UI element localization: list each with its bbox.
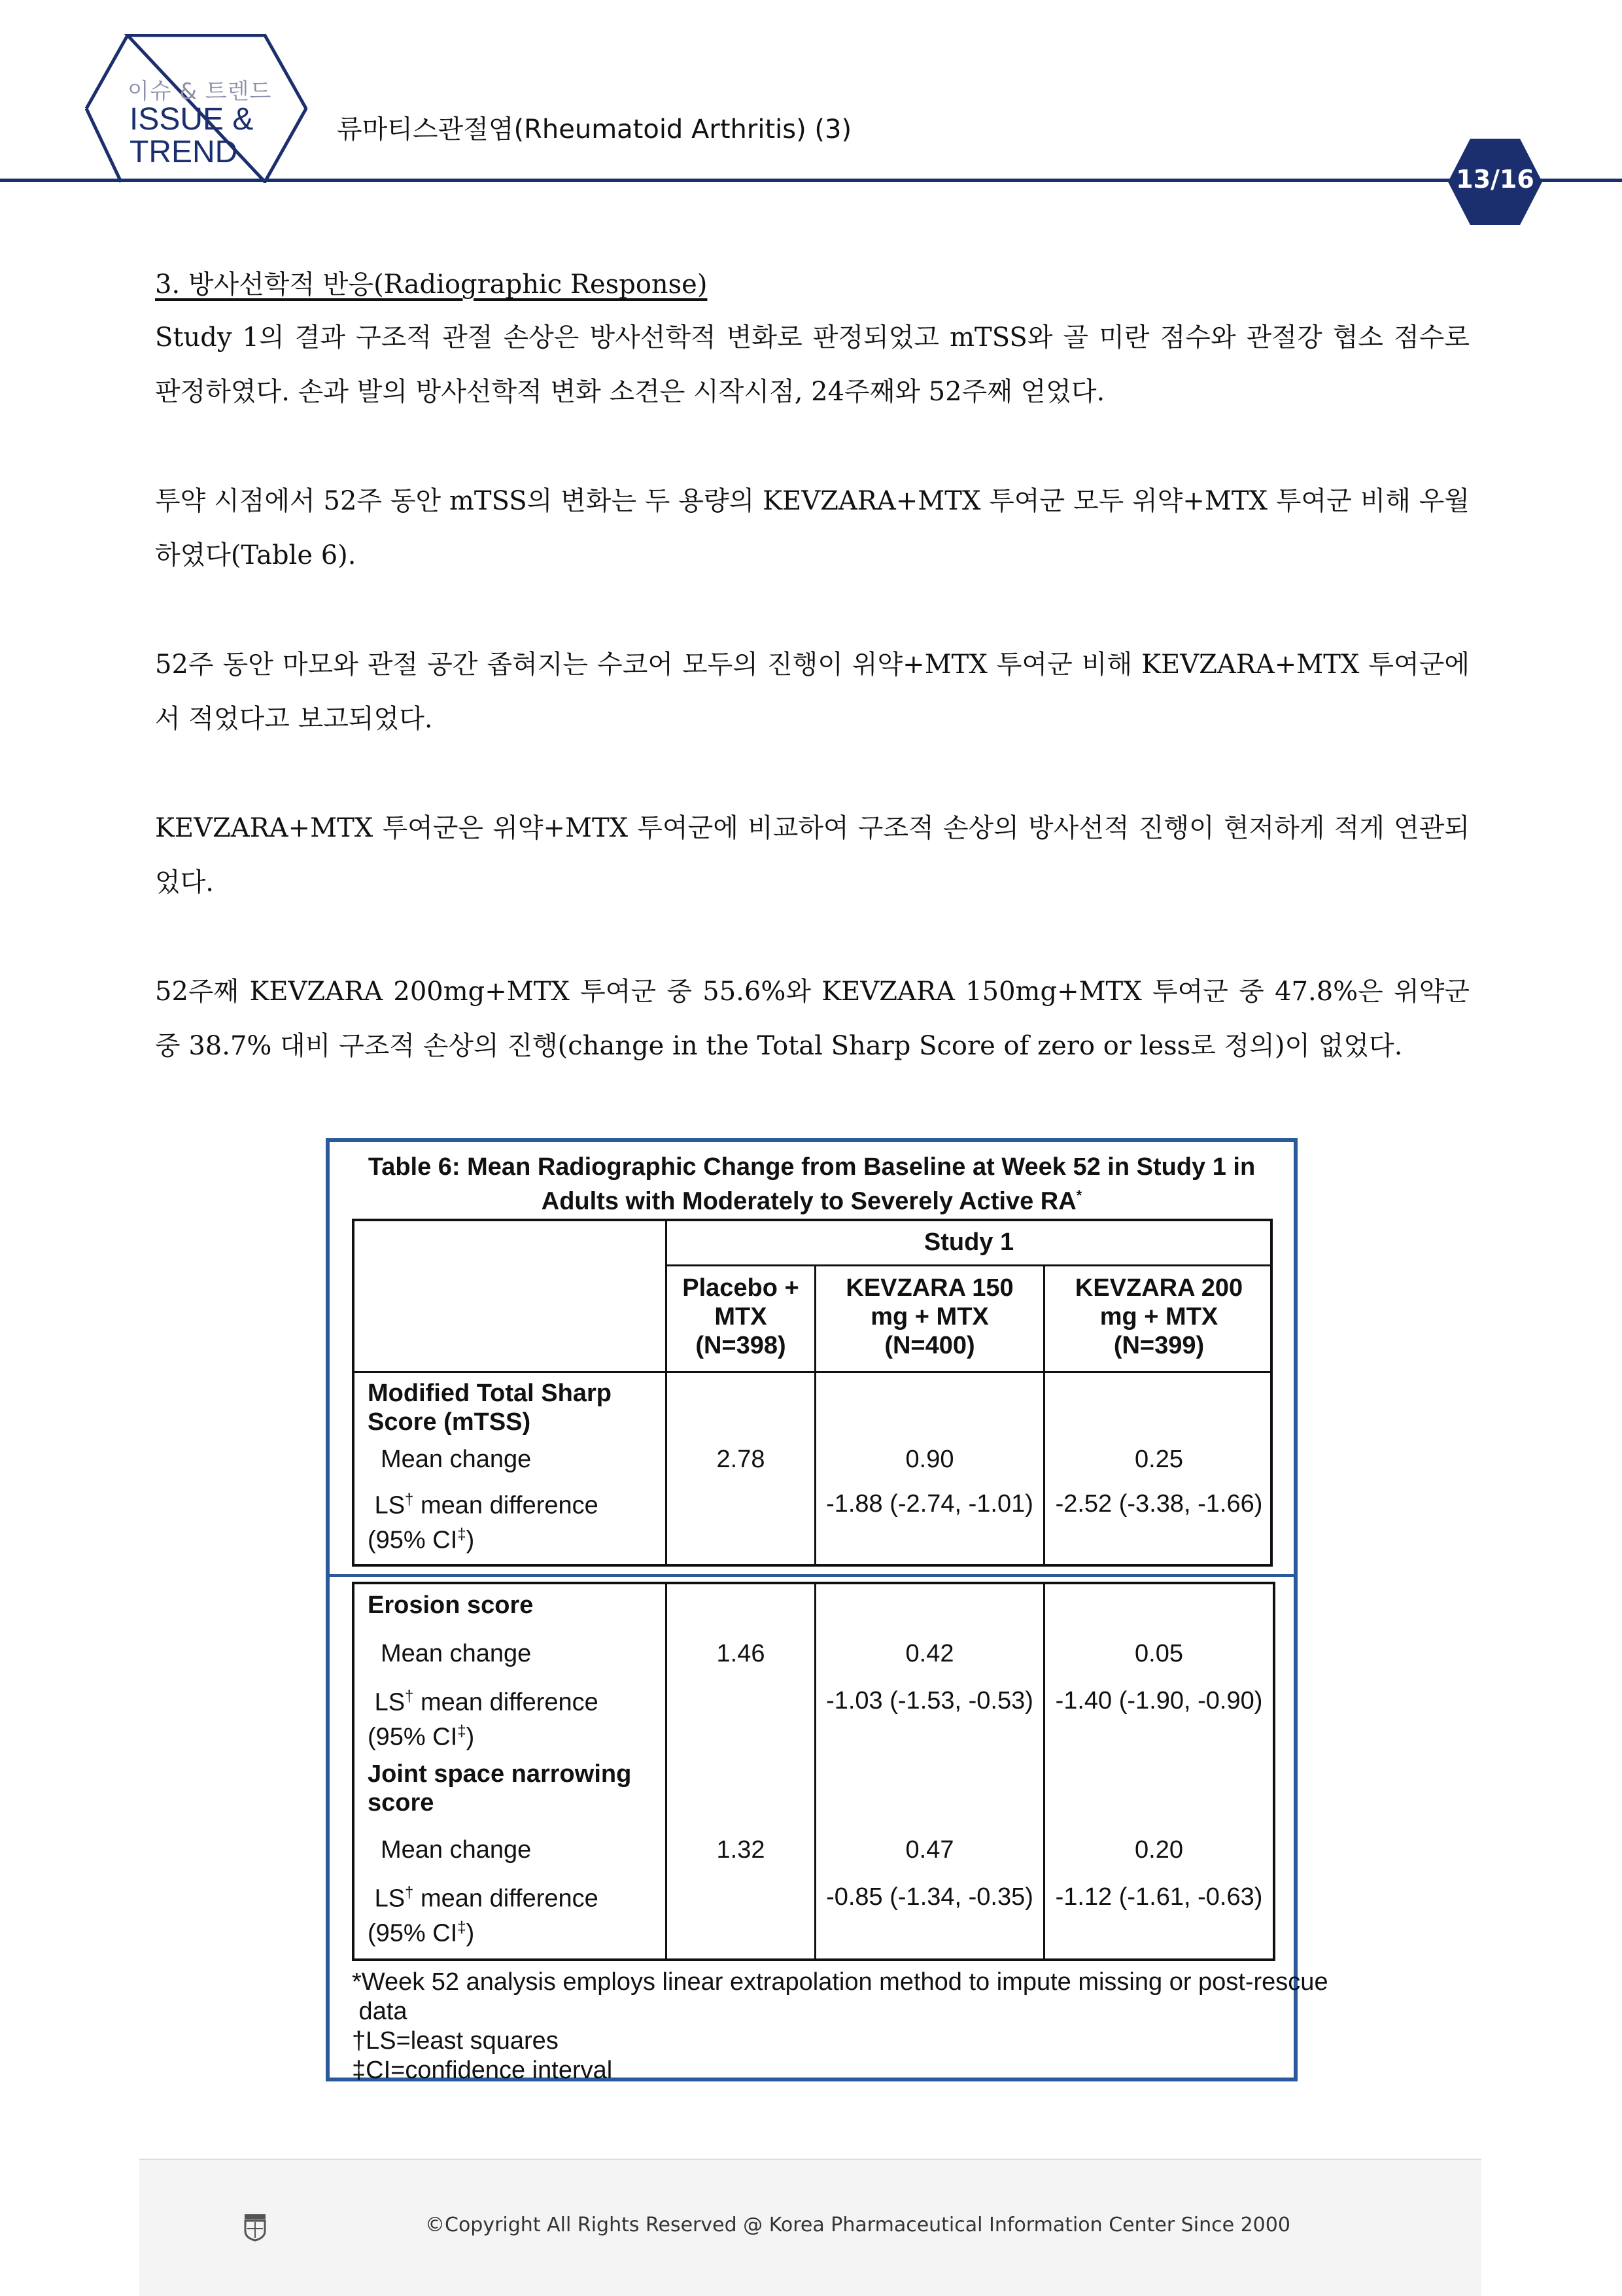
group-title-mtss: Modified Total Sharp Score (mTSS) (368, 1380, 612, 1436)
cell-mtss-ls-200: -2.52 (-3.38, -1.66) (1055, 1490, 1263, 1518)
paragraph-2: 투약 시점에서 52주 동안 mTSS의 변화는 두 용량의 KEVZARA+MTX 투여군 모두 위약+MTX 투여군 비해 우월하였다(Table 6). (155, 486, 1470, 570)
page-number: 13/16 (1456, 165, 1534, 194)
copyright-text: ©Copyright All Rights Reserved @ Korea Pharmaceutical Information Center Since 2000 (425, 2214, 1290, 2236)
paragraph-4: KEVZARA+MTX 투여군은 위약+MTX 투여군에 비교하여 구조적 손상의 방사선적 진행이 현저하게 적게 연관되었다. (155, 813, 1470, 897)
table-separator (330, 1574, 1294, 1577)
cell-erosion-mean-placebo: 1.46 (716, 1640, 765, 1667)
footnote-week52-cont: data (352, 1998, 407, 2025)
section-title: 3. 방사선학적 반응(Radiographic Response) (155, 270, 708, 300)
footnote-ls: †LS=least squares (352, 2027, 559, 2055)
group-title-joint-space: Joint space narrowing score (368, 1760, 632, 1817)
section-body (155, 258, 1470, 1128)
badge-kicker: 이슈 & 트렌드 (128, 78, 272, 105)
kpic-shield-icon (243, 2213, 267, 2242)
badge-title: ISSUE & TREND (129, 102, 254, 169)
row-label-joint-mean: Mean change (381, 1836, 532, 1864)
page-title: 류마티스관절염(Rheumatoid Arthritis) (3) (337, 114, 852, 145)
table-lower (352, 1582, 1275, 1961)
cell-erosion-ls-150: -1.03 (-1.53, -0.53) (826, 1687, 1033, 1714)
row-label-erosion-mean: Mean change (381, 1640, 532, 1667)
cell-mtss-mean-150: 0.90 (905, 1446, 954, 1473)
cell-joint-ls-200: -1.12 (-1.61, -0.63) (1055, 1883, 1263, 1911)
table-caption: Table 6: Mean Radiographic Change from Baseline at Week 52 in Study 1 in Adults with Moderately to Severely Active RA* (368, 1153, 1256, 1215)
cell-joint-mean-placebo: 1.32 (716, 1836, 765, 1864)
row-label-joint-ls: LS† mean difference (95% CI‡) (368, 1884, 598, 1947)
paragraph-3: 52주 동안 마모와 관절 공간 좁혀지는 수코어 모두의 진행이 위약+MTX 투여군 비해 KEVZARA+MTX 투여군에서 적었다고 보고되었다. (155, 650, 1470, 734)
table-6-figure (326, 1138, 1328, 2084)
cell-mtss-ls-150: -1.88 (-2.74, -1.01) (826, 1490, 1033, 1518)
study-header: Study 1 (923, 1228, 1014, 1256)
footnote-week52: *Week 52 analysis employs linear extrapolation method to impute missing or post-rescue (352, 1968, 1328, 1996)
row-label-erosion-ls: LS† mean difference (95% CI‡) (368, 1688, 598, 1751)
paragraph-1: Study 1의 결과 구조적 관절 손상은 방사선학적 변화로 판정되었고 mTSS와 골 미란 점수와 관절강 협소 점수로 판정하였다. 손과 발의 방사선학적 변화 소견은 시작시점, 24주째와 52주째 얻었다. (155, 322, 1470, 407)
column-header-kevzara-150: KEVZARA 150 mg + MTX (N=400) (846, 1274, 1014, 1359)
table-upper (352, 1219, 1273, 1567)
cell-mtss-mean-placebo: 2.78 (716, 1446, 765, 1473)
cell-erosion-mean-150: 0.42 (905, 1640, 954, 1667)
row-label-mean-change: Mean change (381, 1446, 532, 1473)
cell-joint-ls-150: -0.85 (-1.34, -0.35) (826, 1883, 1033, 1911)
paragraph-5: 52주째 KEVZARA 200mg+MTX 투여군 중 55.6%와 KEVZARA 150mg+MTX 투여군 중 47.8%은 위약군 중 38.7% 대비 구조적 손상의 진행(change in the Total Sharp Score of zero or less로 정의)이 없었다. (155, 977, 1470, 1061)
footnote-ci: ‡CI=confidence interval (352, 2057, 613, 2084)
column-header-kevzara-200: KEVZARA 200 mg + MTX (N=399) (1075, 1274, 1243, 1359)
table-footnotes (352, 1968, 1328, 2085)
cell-erosion-ls-200: -1.40 (-1.90, -0.90) (1055, 1687, 1263, 1714)
cell-mtss-mean-200: 0.25 (1135, 1446, 1183, 1473)
column-header-placebo: Placebo + MTX (N=398) (682, 1274, 799, 1359)
cell-joint-mean-150: 0.47 (905, 1836, 954, 1864)
row-label-ls-difference: LS† mean difference (95% CI‡) (368, 1491, 598, 1554)
cell-joint-mean-200: 0.20 (1135, 1836, 1183, 1864)
group-title-erosion: Erosion score (368, 1592, 534, 1619)
cell-erosion-mean-200: 0.05 (1135, 1640, 1183, 1667)
header-divider (0, 179, 1622, 182)
